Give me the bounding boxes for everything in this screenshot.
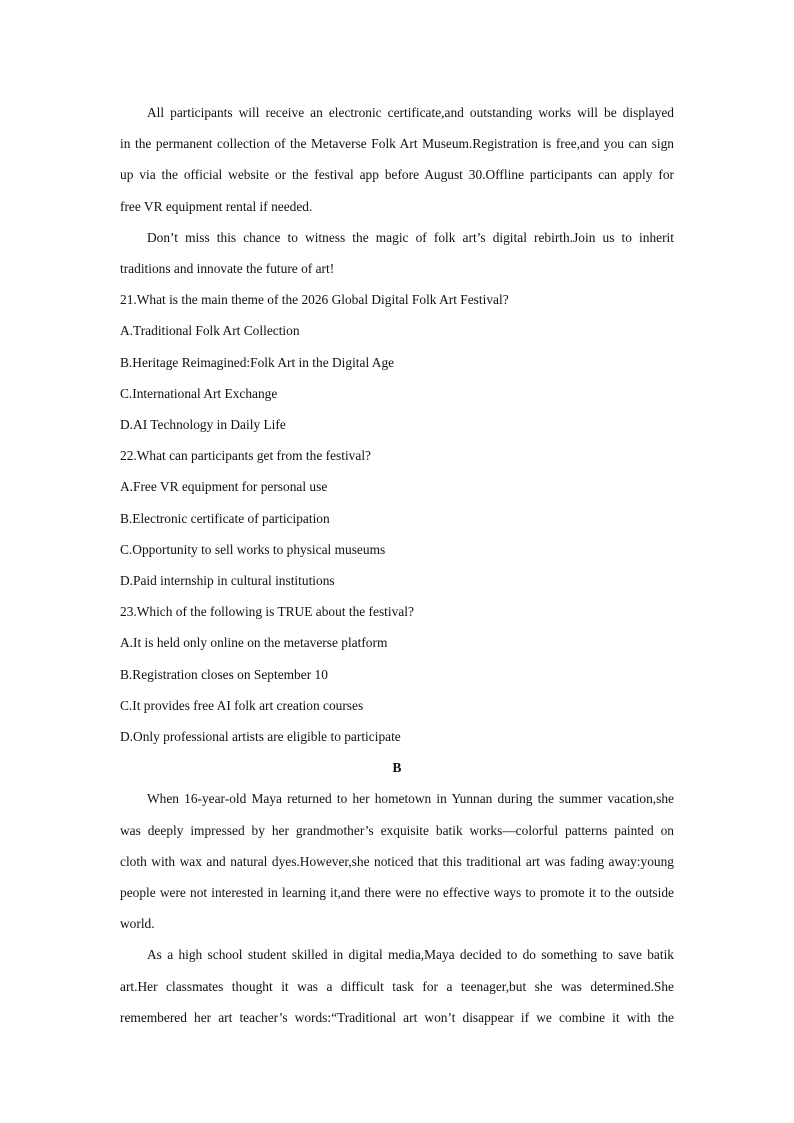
answer-option: D.Only professional artists are eligible to participate [120, 729, 401, 745]
answer-option: B.Registration closes on September 10 [120, 666, 328, 682]
section-b-title: B [392, 760, 402, 776]
text-line: traditions and innovate the future of art! [120, 261, 335, 277]
answer-option: C.Opportunity to sell works to physical museums [120, 541, 386, 557]
question-23 [120, 596, 674, 752]
answer-option: A.Traditional Folk Art Collection [120, 323, 300, 339]
answer-option: A.It is held only online on the metaverse platform [120, 635, 388, 651]
text-line: All participants will receive an electronic certificate,and outstanding works will be displayed [147, 105, 674, 120]
question-22 [120, 440, 674, 596]
passage-b-paragraph-1 [120, 783, 674, 939]
passage-a-paragraph-1 [120, 97, 674, 222]
document-page [120, 97, 674, 1033]
answer-option: B.Heritage Reimagined:Folk Art in the Digital Age [120, 354, 395, 370]
question-stem: 21.What is the main theme of the 2026 Global Digital Folk Art Festival? [120, 292, 509, 308]
answer-option: A.Free VR equipment for personal use [120, 479, 328, 495]
text-line: free VR equipment rental if needed. [120, 198, 313, 214]
text-line: art.Her classmates thought it was a difficult task for a teenager,but she was determined.She [120, 978, 674, 994]
text-line: When 16-year-old Maya returned to her hometown in Yunnan during the summer vacation,she [147, 791, 674, 807]
question-stem: 22.What can participants get from the festival? [120, 448, 371, 464]
text-line: world. [120, 916, 155, 932]
text-line: up via the official website or the festival app before August 30.Offline participants can apply for [120, 167, 674, 183]
passage-a-paragraph-2 [120, 222, 674, 284]
text-line: Don’t miss this chance to witness the magic of folk art’s digital rebirth.Join us to inherit [147, 229, 674, 245]
answer-option: C.International Art Exchange [120, 385, 278, 401]
text-line: in the permanent collection of the Metaverse Folk Art Museum.Registration is free,and you can sign [120, 136, 674, 152]
text-line: cloth with wax and natural dyes.However,she noticed that this traditional art was fading away:young [120, 853, 674, 869]
answer-option: D.AI Technology in Daily Life [120, 417, 286, 433]
answer-option: C.It provides free AI folk art creation courses [120, 697, 364, 713]
text-line: remembered her art teacher’s words:“Traditional art won’t disappear if we combine it with the [120, 1009, 674, 1025]
passage-b-paragraph-2 [120, 939, 674, 1033]
text-line: was deeply impressed by her grandmother’s exquisite batik works—colorful patterns painted on [120, 822, 674, 838]
text-line: As a high school student skilled in digital media,Maya decided to do something to save batik [147, 947, 674, 963]
text-line: people were not interested in learning it,and there were no effective ways to promote it to the outside [120, 885, 674, 901]
question-21 [120, 284, 674, 440]
answer-option: D.Paid internship in cultural institutions [120, 573, 335, 589]
question-stem: 23.Which of the following is TRUE about the festival? [120, 604, 414, 620]
answer-option: B.Electronic certificate of participation [120, 510, 330, 526]
